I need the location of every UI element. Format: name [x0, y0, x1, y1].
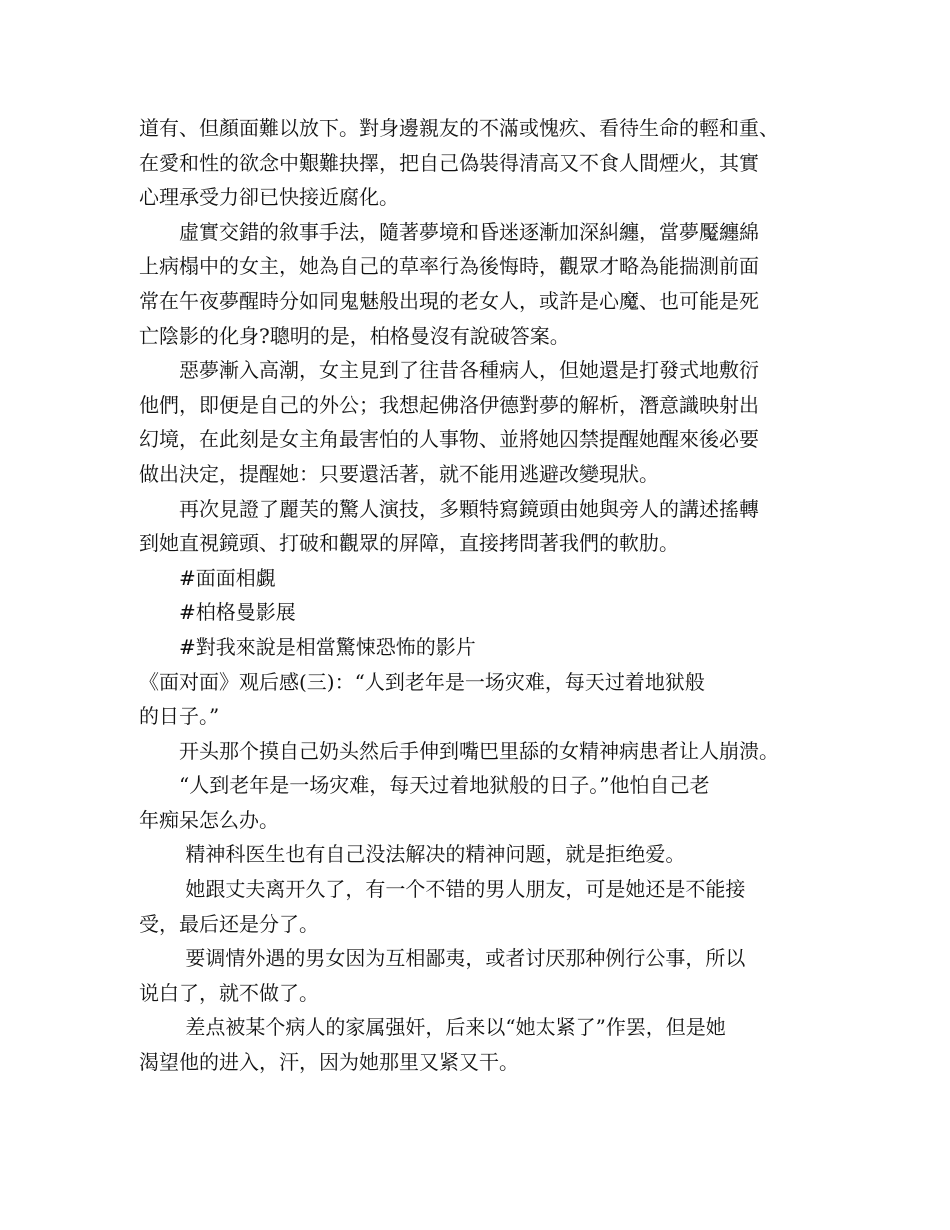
- text-line: 差点被某个病人的家属强奸，后来以“她太紧了”作罢，但是她: [139, 1015, 726, 1040]
- text-line: 他們，即便是自己的外公；我想起佛洛伊德對夢的解析，潛意識映射出: [139, 392, 759, 417]
- text-line: 再次見證了麗芙的驚人演技，多顆特寫鏡頭由她與旁人的講述搖轉: [139, 496, 759, 521]
- hashtag-line: #對我來說是相當驚悚恐怖的影片: [139, 634, 476, 659]
- text-line: 道有、但顏面難以放下。對身邊親友的不滿或愧疚、看待生命的輕和重、: [139, 116, 779, 140]
- text-line: 精神科医生也有自己没法解决的精神问题，就是拒绝爱。: [139, 842, 686, 867]
- text-line: 受，最后还是分了。: [139, 911, 319, 936]
- text-line: 到她直視鏡頭、打破和觀眾的屏障，直接拷問著我們的軟肋。: [139, 531, 679, 556]
- text-line: 虛實交錯的敘事手法，隨著夢境和昏迷逐漸加深糾纏，當夢魘纏綿: [139, 219, 759, 244]
- text-line: 常在午夜夢醒時分如同鬼魅般出現的老女人，或許是心魔、也可能是死: [139, 288, 759, 313]
- text-line: 她跟丈夫离开久了，有一个不错的男人朋友，可是她还是不能接: [139, 877, 746, 902]
- section-heading-line: 《面对面》观后感(三)：“人到老年是一场灾难，每天过着地狱般: [139, 669, 705, 694]
- document-body: [139, 111, 829, 1080]
- text-line: 要调情外遇的男女因为互相鄙夷，或者讨厌那种例行公事，所以: [139, 946, 746, 971]
- text-line: 心理承受力卻已快接近腐化。: [139, 185, 399, 210]
- text-line: 亡陰影的化身?聰明的是，柏格曼沒有說破答案。: [139, 323, 570, 348]
- text-line: 渴望他的进入，汗，因为她那里又紧又干。: [139, 1050, 519, 1075]
- text-line: 惡夢漸入高潮，女主見到了往昔各種病人，但她還是打發式地敷衍: [139, 358, 759, 383]
- section-heading-line: 的日子。”: [139, 704, 220, 729]
- text-line: 上病榻中的女主，她為自己的草率行為後悔時，觀眾才略為能揣測前面: [139, 254, 759, 279]
- text-line: “人到老年是一场灾难，每天过着地狱般的日子。”他怕自己老: [139, 773, 710, 798]
- text-line: 说白了，就不做了。: [139, 980, 319, 1005]
- text-line: 做出決定，提醒她：只要還活著，就不能用逃避改變現狀。: [139, 461, 659, 486]
- text-line: 幻境，在此刻是女主角最害怕的人事物、並將她囚禁提醒她醒來後必要: [139, 427, 759, 452]
- hashtag-line: #柏格曼影展: [139, 600, 296, 625]
- text-line: 在愛和性的欲念中艱難抉擇，把自己偽裝得清高又不食人間煙火，其實: [139, 150, 759, 175]
- text-line: 开头那个摸自己奶头然后手伸到嘴巴里舔的女精神病患者让人崩溃。: [139, 738, 779, 763]
- text-line: 年痴呆怎么办。: [139, 807, 279, 832]
- hashtag-line: #面面相覷: [139, 565, 276, 590]
